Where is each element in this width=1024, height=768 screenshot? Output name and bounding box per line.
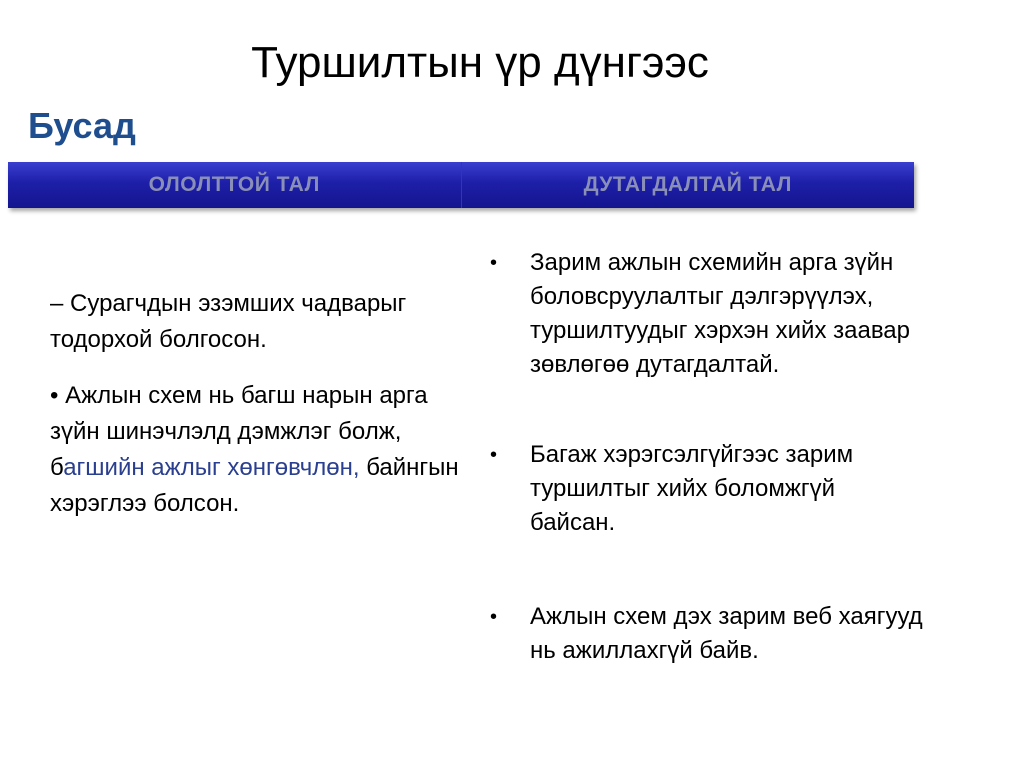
- pros-item-highlight: агшийн ажлыг хөнгөвчлөн,: [63, 454, 360, 481]
- cons-item-text: Зарим ажлын схемийн арга зүйн боловсруулалтыг дэлгэрүүлэх, туршилтуудыг хэрхэн хийх заавар зөвлөгөө дутагдалтай.: [530, 249, 910, 378]
- slide-subtitle: Бусад: [28, 105, 136, 146]
- pros-header: ОЛОЛТТОЙ ТАЛ: [148, 173, 320, 196]
- cons-item: [486, 600, 926, 668]
- slide-title: Туршилтын үр дүнгээс: [251, 38, 709, 87]
- bullet-icon: •: [490, 606, 498, 628]
- bullet-icon: •: [490, 252, 498, 274]
- pros-item-text: байнгын хэрэглээ болсон.: [50, 454, 459, 517]
- pros-item: [50, 378, 480, 522]
- cons-column: [486, 246, 926, 668]
- cons-header: ДУТАГДАЛТАЙ ТАЛ: [461, 162, 915, 208]
- pros-column: [50, 286, 480, 542]
- bullet-icon: •: [490, 444, 498, 466]
- pros-item: – Сурагчдын эзэмших чадварыг тодорхой болгосон.: [50, 290, 407, 353]
- cons-item-text: Ажлын схем дэх зарим веб хаягууд нь ажиллахгүй байв.: [530, 603, 923, 664]
- table-header: [8, 162, 914, 208]
- pros-item-text: • Ажлын схем нь багш нарын арга зүйн шинэчлэлд дэмжлэг болж, б: [50, 382, 428, 481]
- cons-item: [486, 246, 926, 382]
- cons-item: [486, 438, 926, 540]
- cons-item-text: Багаж хэрэгсэлгүйгээс зарим туршилтыг хийх боломжгүй байсан.: [530, 441, 854, 536]
